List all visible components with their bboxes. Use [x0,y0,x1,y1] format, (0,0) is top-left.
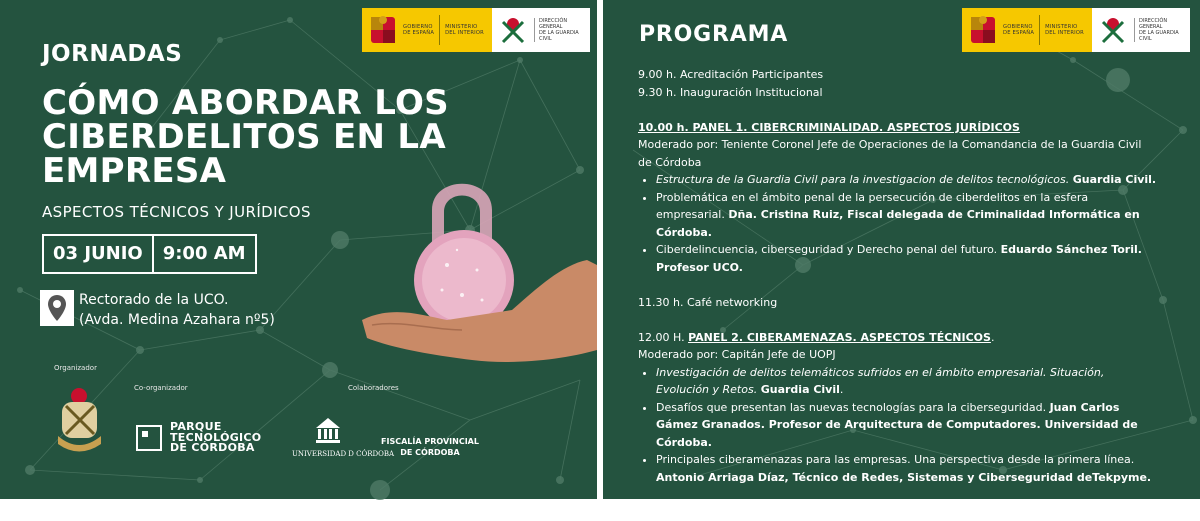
gc-line2: DE LA GUARDIA CIVIL [1139,30,1190,42]
poster-kicker: JORNADAS [42,41,182,67]
talk-speaker: Guardia Civil. [1073,173,1156,186]
gc-line1: DIRECCIÓN GENERAL [539,18,590,30]
panel2-time: 12.00 H. [638,331,688,344]
inauguracion-item: 9.30 h. Inauguración Institucional [638,84,1158,102]
parque-tecnologico-logo [136,422,261,454]
talk-speaker: Eduardo Sánchez Toril. Profesor UCO. [656,243,1142,274]
uco-label: UNIVERSIDAD D CÓRDOBA [292,450,364,458]
programa-title: PROGRAMA [639,22,788,47]
coat-of-arms-icon [368,14,398,46]
gc-line1: DIRECCIÓN GENERAL [1139,18,1190,30]
ptc-square-icon [136,425,162,451]
location-pin-icon [40,290,74,326]
guardia-civil-emblem-icon [1098,14,1128,46]
programa-panel [603,0,1200,499]
coorganizer-label: Co-organizador [134,384,188,392]
guardia-civil-emblem-icon [498,14,528,46]
address-line1: Rectorado de la UCO. [79,290,275,310]
panel1-title: PANEL 1. CIBERCRIMINALIDAD. ASPECTOS JURÍDICOS [692,121,1019,134]
talk-title: Problemática en el ámbito penal de la persecución de ciberdelitos en la esfera empresarial. [656,191,1088,222]
organizer-label: Organizador [54,364,97,372]
coat-of-arms-icon [968,14,998,46]
ministry-line1: MINISTERIO [445,24,484,31]
list-item [656,171,1158,189]
uco-building-icon [314,416,342,444]
fiscalia-line2: DE CÓRDOBA [380,447,480,458]
panel2-heading: 12.00 H. PANEL 2. CIBERAMENAZAS. ASPECTOS TÉCNICOS. [638,329,1158,347]
event-address [79,290,275,330]
talk-title: Estructura de la Guardia Civil para la investigacion de delitos tecnológicos. [656,173,1069,186]
collaborators-label: Colaboradores [348,384,399,392]
ministry-line2: DEL INTERIOR [445,30,484,37]
list-item: • Investigación de delitos telemáticos sufridos en el ámbito empresarial. Situación, Evolución y Retos. Guardia Civil. [656,364,1158,399]
talk-title: Principales ciberamenazas para las empresas. Una perspectiva desde la primera línea. [656,453,1134,466]
panel2-title: PANEL 2. CIBERAMENAZAS. ASPECTOS TÉCNICOS [688,331,991,344]
ministry-line2: DEL INTERIOR [1045,30,1084,37]
list-item [656,451,1158,486]
acreditacion-item: 9.00 h. Acreditación Participantes [638,66,1158,84]
ministry-line1: MINISTERIO [1045,24,1084,31]
panel1-list [638,171,1158,276]
guardia-civil-badge-icon [52,384,107,454]
list-item [656,189,1158,242]
panel1-moderator: Moderado por: Teniente Coronel Jefe de Operaciones de la Comandancia de la Guardia Civil de Córdoba [638,136,1158,171]
panel2-list [638,364,1158,487]
gc-line2: DE LA GUARDIA CIVIL [539,30,590,42]
ptc-line2: TECNOLÓGICO [170,433,261,444]
talk-title: Ciberdelincuencia, ciberseguridad y Derecho penal del futuro. [656,243,997,256]
fiscalia-line1: FISCALÍA PROVINCIAL [380,436,480,447]
gov-line1: GOBIERNO [1003,24,1034,31]
ministry-logo [962,8,1190,52]
talk-speaker: Juan Carlos Gámez Granados. Profesor de Arquitectura de Computadores. Universidad de Córdoba. [656,401,1138,449]
list-item [656,241,1158,276]
poster-title: CÓMO ABORDAR LOS CIBERDELITOS EN LA EMPRESA [42,86,512,188]
gov-line1: GOBIERNO [403,24,434,31]
event-time: 9:00 AM [154,236,255,272]
event-date: 03 JUNIO [44,236,154,272]
ministry-logo [362,8,590,52]
address-line2: (Avda. Medina Azahara nº5) [79,310,275,330]
fiscalia-logo [380,436,480,458]
poster-subtitle: ASPECTOS TÉCNICOS Y JURÍDICOS [42,203,311,221]
cafe-item: 11.30 h. Café networking [638,294,1158,312]
panel1-heading [638,119,1158,137]
panel1-time: 10.00 h. [638,121,692,134]
ptc-line3: DE CÓRDOBA [170,443,261,454]
uco-logo [292,416,364,458]
talk-title: Investigación de delitos telemáticos sufridos en el ámbito empresarial. Situación, Evolución y Retos. [656,366,1104,397]
poster-panel [0,0,597,499]
talk-speaker: Guardia Civil [761,383,840,396]
talk-title: Desafíos que presentan las nuevas tecnologías para la ciberseguridad. [656,401,1046,414]
date-time-box [42,234,257,274]
talk-speaker: Antonio Arriaga Díaz, Técnico de Redes, Sistemas y Ciberseguridad deTekpyme. [656,471,1151,484]
programa-body [638,66,1158,521]
ptc-line1: PARQUE [170,422,261,433]
talk-speaker: Dña. Cristina Ruiz, Fiscal delegada de Criminalidad Informática en Córdoba. [656,208,1140,239]
clausura-item: 14.00 h. Clausura. [638,504,1158,521]
gov-line2: DE ESPAÑA [403,30,434,37]
gov-line2: DE ESPAÑA [1003,30,1034,37]
list-item [656,399,1158,452]
hand-padlock-illustration [362,170,597,370]
panel2-moderator: Moderado por: Capitán Jefe de UOPJ [638,346,1158,364]
